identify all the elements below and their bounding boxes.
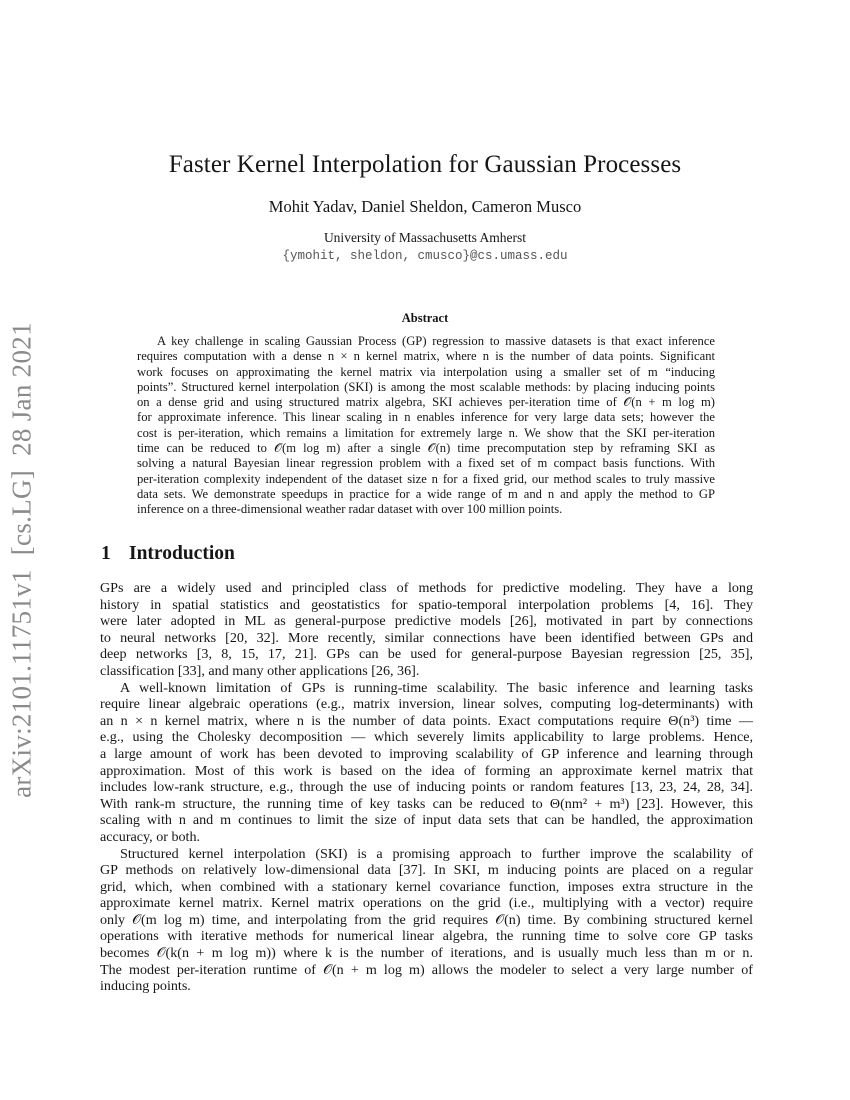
paragraph-line: approximate kernel matrix. Kernel matrix operations on the grid (i.e., multiplying with a vector) require bbox=[100, 895, 753, 912]
paragraph-line: operations with iterative methods for numerical linear algebra, the running time to solve core GP tasks bbox=[100, 928, 753, 945]
abstract-line: A key challenge in scaling Gaussian Process (GP) regression to massive datasets is that exact inference bbox=[157, 334, 715, 348]
paragraph-line: GPs are a widely used and principled class of methods for predictive modeling. They have a long bbox=[100, 580, 753, 596]
paragraph-line: only 𝒪(m log m) time, and interpolating from the grid requires 𝒪(n) time. By combining structured kernel bbox=[100, 911, 753, 928]
section-number: 1 bbox=[101, 543, 111, 564]
paragraph-line: a large amount of work has been devoted to improving scalability of GP inference and learning through bbox=[100, 745, 753, 762]
abstract-heading: Abstract bbox=[401, 311, 449, 325]
abstract-line: work focuses on approximating the kernel matrix via interpolation using a smaller set of m “inducing bbox=[137, 364, 715, 379]
affiliation: University of Massachusetts Amherst bbox=[323, 230, 527, 245]
abstract-line: requires computation with a dense n × n kernel matrix, where n is the number of data points. Significant bbox=[137, 349, 715, 364]
abstract-line: data sets. We demonstrate speedups in practice for a wide range of m and n and apply the method to GP bbox=[137, 486, 715, 501]
paragraph bbox=[100, 680, 753, 846]
abstract-line: solving a natural Bayesian linear regression problem with a fixed set of m compact basis functions. With bbox=[137, 456, 715, 471]
paragraph bbox=[100, 580, 753, 680]
paragraph-line: With rank-m structure, the running time of key tasks can be reduced to Θ(nm² + m³) [23]. However, this bbox=[100, 795, 753, 812]
section-title: Introduction bbox=[129, 543, 235, 564]
paragraph-line: to neural networks [20, 32]. More recently, similar connections have been identified between GPs and bbox=[100, 629, 753, 646]
abstract-line: points”. Structured kernel interpolation (SKI) is among the most scalable methods: by placing inducing points bbox=[137, 379, 715, 394]
author-emails: {ymohit, sheldon, cmusco}@cs.umass.edu bbox=[282, 249, 568, 263]
paragraph-line: e.g., using the Cholesky decomposition — which severely limits applicability to large problems. Hence, bbox=[100, 729, 753, 746]
arxiv-date: 28 Jan 2021 bbox=[6, 322, 37, 456]
abstract-line: per-iteration complexity independent of the dataset size n for a fixed grid, our method scales to truly massive bbox=[137, 471, 715, 486]
paragraph-line: includes low-rank structure, e.g., through the use of inducing points or random features [13, 23, 24, 28, 34]. bbox=[100, 779, 753, 796]
paragraph-line: inducing points. bbox=[100, 978, 191, 995]
paragraph-line: classification [33], and many other applications [26, 36]. bbox=[100, 662, 420, 679]
paragraph-line: becomes 𝒪(k(n + m log m)) where k is the number of iterations, and is usually much less than m or n. bbox=[100, 945, 753, 962]
section-heading-introduction bbox=[101, 541, 235, 567]
paragraph-line: The modest per-iteration runtime of 𝒪(n + m log m) allows the modeler to select a very large number of bbox=[100, 961, 753, 978]
introduction-body bbox=[100, 580, 753, 995]
abstract-body bbox=[137, 334, 715, 518]
abstract-line: cost is per-iteration, which remains a limitation for extremely large n. We show that the SKI per-iteration bbox=[137, 425, 715, 440]
paragraph-line: accuracy, or both. bbox=[100, 828, 201, 845]
paragraph bbox=[100, 846, 753, 995]
author-list: Mohit Yadav, Daniel Sheldon, Cameron Musco bbox=[268, 197, 582, 216]
abstract-line: for approximate inference. This linear scaling in n enables inference for very large data sets; however the bbox=[137, 410, 715, 425]
paper-title: Faster Kernel Interpolation for Gaussian Processes bbox=[168, 151, 682, 178]
paragraph-line: were later adopted in ML as general-purpose predictive models [26], motivated in part by connections bbox=[100, 613, 753, 630]
paragraph-line: GP methods on relatively low-dimensional data [37]. In SKI, m inducing points are placed on a regular bbox=[100, 862, 753, 879]
paragraph-line: deep networks [3, 8, 15, 17, 21]. GPs can be used for general-purpose Bayesian regression [25, 35], bbox=[100, 646, 753, 663]
paragraph-line: grid, which, when combined with a stationary kernel covariance function, imposes extra structure in the bbox=[100, 878, 753, 895]
paragraph-line: history in spatial statistics and geostatistics for spatio-temporal interpolation problems [4, 16]. They bbox=[100, 596, 753, 613]
paragraph-line: scaling with n and m continues to limit the size of input data sets that can be handled, the approximation bbox=[100, 812, 753, 829]
abstract-line: time can be reduced to 𝒪(m log m) after a single 𝒪(n) time precomputation step by reframing SKI as bbox=[137, 441, 715, 456]
arxiv-stamp bbox=[7, 308, 38, 798]
abstract-line: on a dense grid and using structured matrix algebra, SKI achieves per-iteration time of 𝒪(n + m log m) bbox=[137, 395, 715, 410]
arxiv-category: [cs.LG] bbox=[6, 469, 37, 556]
abstract-line: inference on a three-dimensional weather radar dataset with over 100 million points. bbox=[137, 502, 563, 517]
paragraph-line: require linear algebraic operations (e.g., matrix inversion, linear solves, computing log-determinants) with bbox=[100, 696, 753, 713]
paragraph-line: A well-known limitation of GPs is running-time scalability. The basic inference and learning tasks bbox=[120, 679, 753, 696]
paragraph-line: an n × n kernel matrix, where n is the number of data points. Exact computations require Θ(n³) time — bbox=[100, 712, 753, 729]
arxiv-id: arXiv:2101.11751v1 bbox=[6, 569, 37, 798]
paragraph-line: Structured kernel interpolation (SKI) is a promising approach to further improve the scalability of bbox=[120, 845, 753, 862]
paragraph-line: approximation. Most of this work is based on the idea of forming an approximate kernel matrix that bbox=[100, 762, 753, 779]
